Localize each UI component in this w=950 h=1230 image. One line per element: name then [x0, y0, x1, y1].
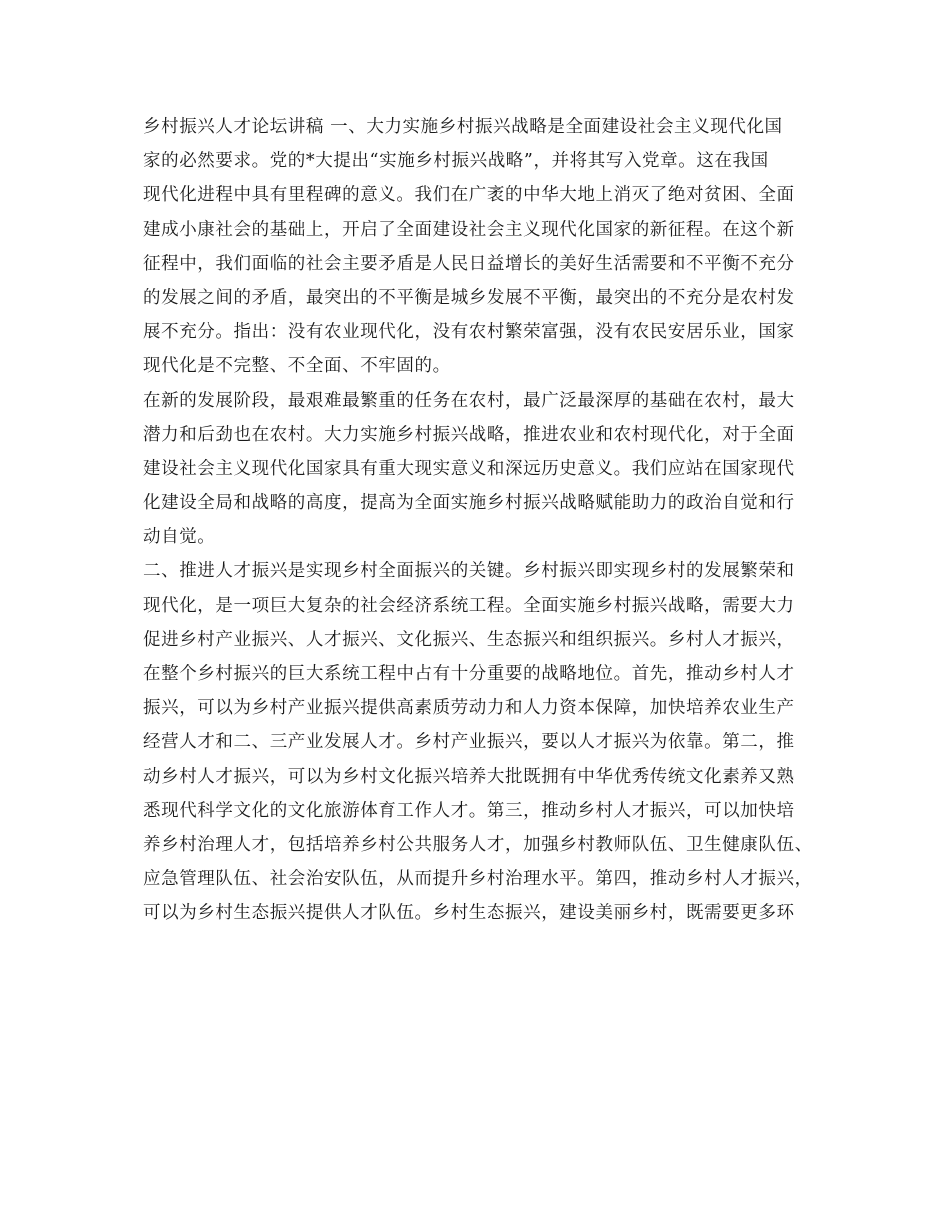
document-body — [143, 110, 815, 931]
text-line: 现代化是不完整、不全面、不牢固的。 — [143, 356, 451, 377]
text-line: 建设社会主义现代化国家具有重大现实意义和深远历史意义。我们应站在国家现代 — [143, 458, 795, 479]
text-line: 二、推进人才振兴是实现乡村全面振兴的关键。乡村振兴即实现乡村的发展繁荣和 — [143, 561, 795, 582]
text-line: 现代化进程中具有里程碑的意义。我们在广袤的中华大地上消灭了绝对贫困、全面 — [143, 185, 795, 206]
text-line: 建成小康社会的基础上，开启了全面建设社会主义现代化国家的新征程。在这个新 — [143, 219, 795, 240]
paragraph-1 — [143, 110, 815, 384]
text-line: 振兴，可以为乡村产业振兴提供高素质劳动力和人力资本保障，加快培养农业生产 — [143, 698, 795, 719]
text-line: 养乡村治理人才，包括培养乡村公共服务人才，加强乡村教师队伍、卫生健康队伍、 — [143, 834, 813, 855]
text-line: 征程中，我们面临的社会主要矛盾是人民日益增长的美好生活需要和不平衡不充分 — [143, 253, 795, 274]
text-line: 动乡村人才振兴，可以为乡村文化振兴培养大批既拥有中华优秀传统文化素养又熟 — [143, 766, 795, 787]
text-line: 化建设全局和战略的高度，提高为全面实施乡村振兴战略赋能助力的政治自觉和行 — [143, 493, 795, 514]
text-line: 在整个乡村振兴的巨大系统工程中占有十分重要的战略地位。首先，推动乡村人才 — [143, 664, 795, 684]
text-line: 应急管理队伍、社会治安队伍，从而提升乡村治理水平。第四，推动乡村人才振兴， — [143, 869, 813, 890]
text-line: 可以为乡村生态振兴提供人才队伍。乡村生态振兴，建设美丽乡村，既需要更多环 — [143, 903, 795, 924]
text-line: 促进乡村产业振兴、人才振兴、文化振兴、生态振兴和组织振兴。乡村人才振兴， — [143, 629, 795, 650]
paragraph-2 — [143, 384, 815, 555]
text-line: 经营人才和二、三产业发展人才。乡村产业振兴，要以人才振兴为依靠。第二，推 — [143, 732, 795, 753]
paragraph-3 — [143, 554, 815, 930]
text-line: 动自觉。 — [143, 527, 216, 548]
text-line: 在新的发展阶段，最艰难最繁重的任务在农村，最广泛最深厚的基础在农村，最大 — [143, 390, 795, 411]
text-line: 现代化，是一项巨大复杂的社会经济系统工程。全面实施乡村振兴战略，需要大力 — [143, 595, 795, 616]
text-line: 乡村振兴人才论坛讲稿 一、大力实施乡村振兴战略是全面建设社会主义现代化国 — [143, 117, 783, 137]
text-line: 悉现代科学文化的文化旅游体育工作人才。第三，推动乡村人才振兴，可以加快培 — [143, 800, 795, 821]
text-line: 家的必然要求。党的*大提出“实施乡村振兴战略”，并将其写入党章。这在我国 — [143, 151, 769, 172]
text-line: 的发展之间的矛盾，最突出的不平衡是城乡发展不平衡，最突出的不充分是农村发 — [143, 287, 795, 308]
text-line: 潜力和后劲也在农村。大力实施乡村振兴战略，推进农业和农村现代化，对于全面 — [143, 424, 795, 445]
text-line: 展不充分。指出：没有农业现代化，没有农村繁荣富强，没有农民安居乐业，国家 — [143, 322, 795, 343]
